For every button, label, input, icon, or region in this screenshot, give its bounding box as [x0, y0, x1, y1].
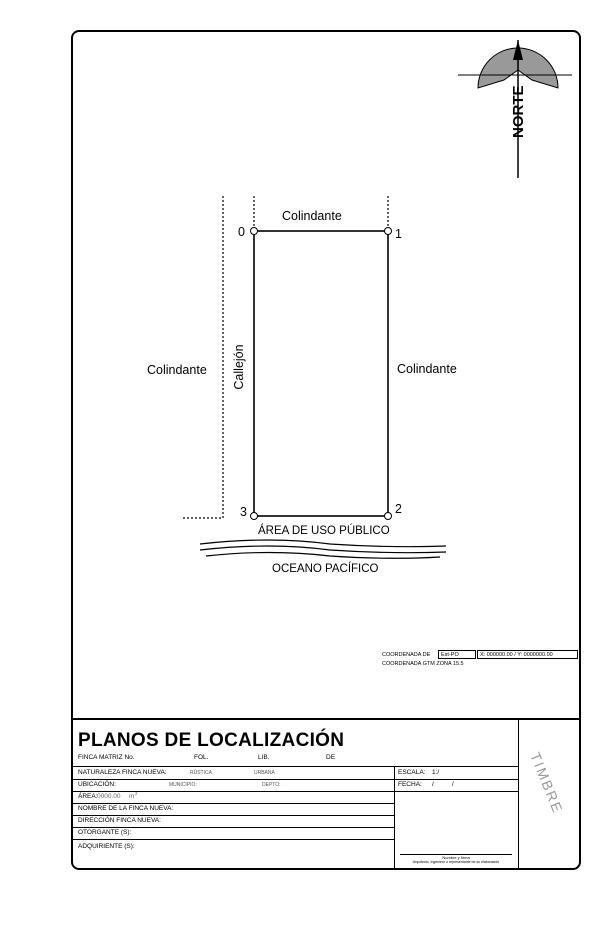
- de-label: DE: [326, 754, 336, 761]
- page-title: PLANOS DE LOCALIZACIÓN: [78, 730, 345, 751]
- title-block: [72, 718, 580, 869]
- signature-sublabel: Arquitecto, Ingeniero o representante de su elaboración: [412, 860, 500, 864]
- vertex-2-marker: [385, 513, 392, 520]
- top-neighbor-label: Colindante: [282, 209, 342, 223]
- row-naturaleza: NATURALEZA FINCA NUEVA: RÚSTICA URBANA: [72, 768, 394, 780]
- vertex-1-label: 1: [395, 227, 402, 241]
- finca-matriz-label: FINCA MATRIZ No.: [78, 754, 135, 761]
- public-area-label: ÁREA DE USO PÚBLICO: [258, 525, 390, 537]
- coord-label-1: COORDENADA DE: [382, 652, 431, 658]
- vertex-0-marker: [251, 228, 258, 235]
- row-direccion: DIRECCIÓN FINCA NUEVA:: [72, 816, 394, 828]
- vertex-3-label: 3: [240, 505, 247, 519]
- stamp-area-label: TIMBRE: [527, 750, 567, 817]
- ocean-label: OCEANO PACÍFICO: [272, 563, 379, 575]
- vertex-0-label: 0: [238, 225, 245, 239]
- vertex-2-label: 2: [395, 502, 402, 516]
- folio-label: FOL.: [194, 754, 209, 761]
- libro-label: LIB.: [258, 754, 270, 761]
- vertex-3-marker: [251, 513, 258, 520]
- row-fecha: FECHA: / /: [394, 780, 518, 792]
- left-neighbor-label: Colindante: [147, 363, 207, 377]
- coastline: [200, 540, 446, 558]
- signature-label: Nombre y firma: [442, 855, 470, 860]
- alley-label: Callejón: [232, 344, 246, 390]
- coord-values: X: 000000.00 / Y: 0000000.00: [477, 650, 578, 659]
- north-label: NORTE: [510, 85, 527, 138]
- row-otorgante: OTORGANTE (S):: [72, 828, 394, 840]
- vertex-1-marker: [385, 228, 392, 235]
- row-ubicacion: UBICACIÓN: MUNICIPIO: DEPTO:: [72, 780, 394, 792]
- row-escala: ESCALA: 1:/: [394, 768, 518, 780]
- coord-station: Est-PO: [438, 650, 476, 659]
- row-area: ÁREA: 0000.00 m 2: [72, 792, 394, 804]
- right-neighbor-label: Colindante: [397, 362, 457, 376]
- row-adquiriente: ADQUIRIENTE (S):: [78, 843, 135, 850]
- coord-label-2: COORDENADA GTM ZONA 15.5: [382, 661, 464, 667]
- parcel-outline: [254, 231, 388, 516]
- row-nombre: NOMBRE DE LA FINCA NUEVA:: [72, 804, 394, 816]
